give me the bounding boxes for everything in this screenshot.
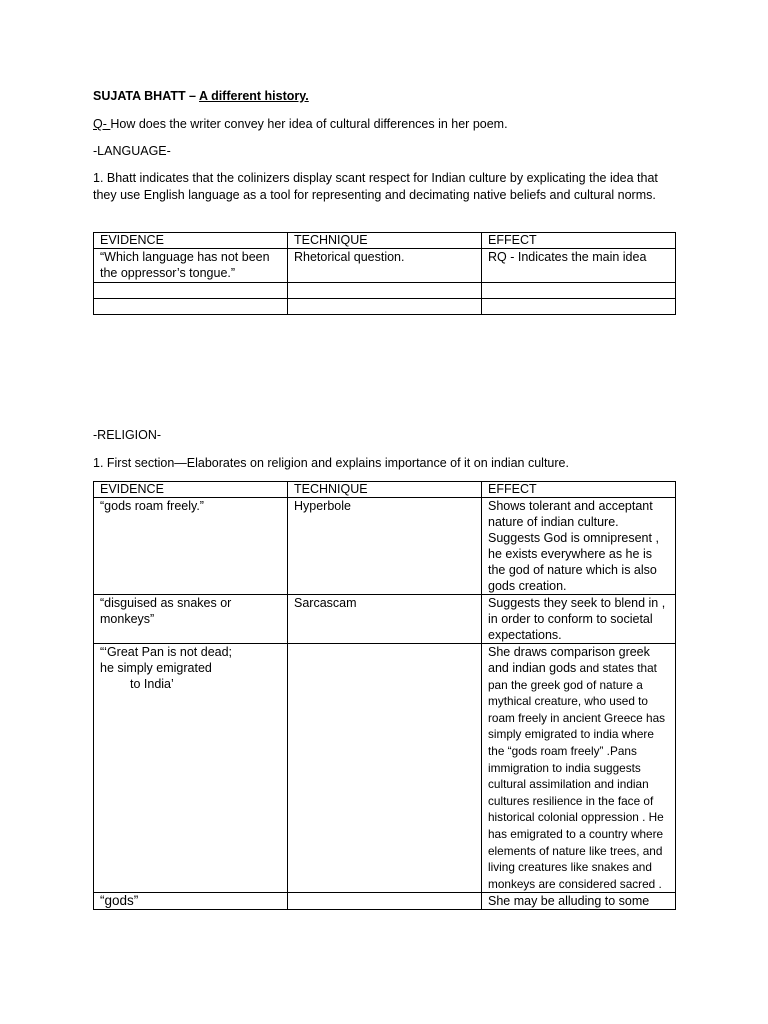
empty-cell <box>482 283 676 299</box>
technique-cell <box>288 893 482 910</box>
evidence-cell <box>94 644 288 893</box>
evidence-line: he simply emigrated <box>100 661 212 675</box>
empty-cell <box>288 283 482 299</box>
effect-cell <box>482 644 676 893</box>
document-title <box>93 88 309 105</box>
section-label-language: -LANGUAGE- <box>93 144 171 158</box>
header-technique: TECHNIQUE <box>288 482 482 498</box>
table-row <box>94 595 676 644</box>
effect-cell: Shows tolerant and acceptant nature of indian culture. Suggests God is omnipresent , he exists everywhere as he is the god of nature which is also gods creation. <box>482 498 676 595</box>
table-row <box>94 644 676 893</box>
effect-rest: and states that pan the greek god of nature a mythical creature, who used to roam freely in ancient Greece has simply emigrated to india where the “gods roam freely” .Pans immigration to india suggests cultural assimilation and indian cultures resilience in the face of historical colonial oppression . He has emigrated to a country where elements of nature like trees, and living creatures like snakes and monkeys are considered sacred . <box>488 661 666 891</box>
question-text: How does the writer convey her idea of cultural differences in her poem. <box>110 117 508 131</box>
header-effect: EFFECT <box>482 482 676 498</box>
evidence-cell: “gods roam freely.” <box>94 498 288 595</box>
table-row <box>94 299 676 315</box>
effect-lead: She draws comparison greek and indian gods <box>488 645 650 675</box>
technique-cell: Hyperbole <box>288 498 482 595</box>
evidence-cell: “disguised as snakes or monkeys” <box>94 595 288 644</box>
title-poem: A different history. <box>199 89 309 103</box>
religion-point: 1. First section—Elaborates on religion and explains importance of it on indian culture. <box>93 456 569 470</box>
title-author: SUJATA BHATT – <box>93 89 200 103</box>
empty-cell <box>288 299 482 315</box>
language-point: 1. Bhatt indicates that the colinizers display scant respect for Indian culture by explicating the idea that they use English language as a tool for representing and decimating native beliefs and cultural norms. <box>93 171 658 202</box>
table-row <box>94 498 676 595</box>
table-row <box>94 893 676 910</box>
table-header-row <box>94 233 676 249</box>
table-header-row <box>94 482 676 498</box>
header-evidence: EVIDENCE <box>94 482 288 498</box>
essay-question <box>93 116 508 133</box>
technique-cell: Rhetorical question. <box>288 249 482 283</box>
table-row <box>94 283 676 299</box>
religion-table <box>93 481 676 910</box>
section-label-religion: -RELIGION- <box>93 428 162 442</box>
technique-cell <box>288 644 482 893</box>
evidence-line: to India’ <box>130 677 174 691</box>
evidence-cell: “gods” <box>94 893 288 910</box>
header-effect: EFFECT <box>482 233 676 249</box>
effect-cell: RQ - Indicates the main idea <box>482 249 676 283</box>
question-prefix: Q- <box>93 117 111 131</box>
effect-cell: Suggests they seek to blend in , in order to conform to societal expectations. <box>482 595 676 644</box>
empty-cell <box>94 299 288 315</box>
empty-cell <box>94 283 288 299</box>
header-technique: TECHNIQUE <box>288 233 482 249</box>
table-row <box>94 249 676 283</box>
effect-cell: She may be alluding to some <box>482 893 676 910</box>
language-table <box>93 232 676 315</box>
evidence-line: “‘Great Pan is not dead; <box>100 645 233 659</box>
empty-cell <box>482 299 676 315</box>
header-evidence: EVIDENCE <box>94 233 288 249</box>
evidence-cell: “Which language has not been the oppressor’s tongue.” <box>94 249 288 283</box>
technique-cell: Sarcascam <box>288 595 482 644</box>
